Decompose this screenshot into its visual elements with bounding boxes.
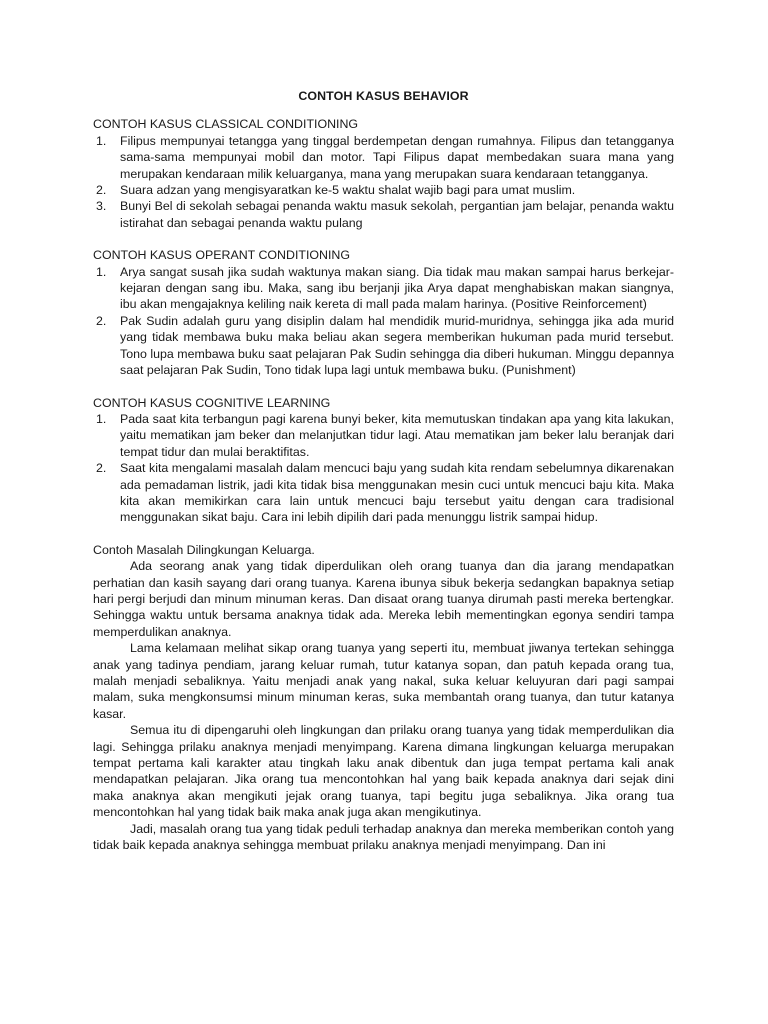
section-heading-classical: CONTOH KASUS CLASSICAL CONDITIONING: [93, 117, 359, 132]
section-heading-operant: CONTOH KASUS OPERANT CONDITIONING: [93, 248, 351, 263]
list-number: 3.: [96, 199, 107, 214]
list-item: [93, 460, 674, 526]
case-list-classical: [93, 133, 674, 231]
list-item: [93, 264, 674, 313]
list-item-text: Filipus mempunyai tetangga yang tinggal berdempetan dengan rumahnya. Filipus dan tetangganya sama-sama mempunyai mobil dan motor. Tapi Filipus dapat membedakan suara mana yang merupakan kendaraan milik keluarganya, mana yang merupakan suara kendaraan tetangganya.: [120, 133, 674, 181]
list-number: 1.: [96, 411, 107, 426]
paragraph: Lama kelamaan melihat sikap orang tuanya yang seperti itu, membuat jiwanya tertekan sehingga anak yang tadinya pendiam, jarang keluar rumah, tutur katanya sopan, dan patuh kepada orang tua, malah menjadi sebaliknya. Yaitu menjadi anak yang nakal, suka keluar keluyuran dari pagi sampai malam, suka mengkonsumsi minum minuman keras, suka membantah orang tuanya, dan tutur katanya kasar.: [93, 641, 674, 721]
section-heading-cognitive: CONTOH KASUS COGNITIVE LEARNING: [93, 395, 331, 410]
paragraph: Jadi, masalah orang tua yang tidak peduli terhadap anaknya dan mereka memberikan contoh yang tidak baik kepada anaknya sehingga membuat prilaku anaknya menjadi menyimpang. Dan ini: [93, 821, 674, 853]
list-number: 2.: [96, 313, 107, 328]
list-item-text: Arya sangat susah jika sudah waktunya makan siang. Dia tidak mau makan sampai harus berkejar-kejaran dengan sang ibu. Maka, sang ibu berjanji jika Arya dapat menghabiskan makan siangnya, ibu akan mengajaknya keliling naik kereta di mall pada malam harinya. (Positive Reinforcement): [120, 264, 674, 312]
list-number: 1.: [96, 264, 107, 279]
list-item: [93, 411, 674, 460]
list-number: 2.: [96, 461, 107, 476]
list-number: 2.: [96, 183, 107, 198]
paragraph: Semua itu di dipengaruhi oleh lingkungan dan prilaku orang tuanya yang tidak memperdulikan dia lagi. Sehingga prilaku anaknya menjadi menyimpang. Karena dimana lingkungan keluarga merupakan tempat pertama kali karakter atau tingkah laku anak dibentuk dan juga tempat pertama kali anak mendapatkan pelajaran. Jika orang tua mencontohkan hal yang baik kepada anaknya dari sejak dini maka anaknya akan mengikuti jejak orang tuanya, tapi begitu juga sebaliknya. Jika orang tua mencontohkan hal yang tidak baik maka anak juga akan mengikutinya.: [93, 723, 674, 820]
list-item: [93, 133, 674, 182]
list-item: [93, 182, 674, 198]
list-item-text: Pada saat kita terbangun pagi karena bunyi beker, kita memutuskan tindakan apa yang kita lakukan, yaitu mematikan jam beker dan melanjutkan tidur lagi. Atau mematikan jam beker lalu beranjak dari tempat tidur dan mulai beraktifitas.: [120, 411, 674, 459]
list-item-text: Bunyi Bel di sekolah sebagai penanda waktu masuk sekolah, pergantian jam belajar, penanda waktu istirahat dan sebagai penanda waktu pulang: [120, 199, 674, 230]
case-list-operant: [93, 264, 674, 379]
list-item-text: Suara adzan yang mengisyaratkan ke-5 waktu shalat wajib bagi para umat muslim.: [120, 183, 576, 198]
list-item: [93, 313, 674, 379]
paragraph: Ada seorang anak yang tidak diperdulikan oleh orang tuanya dan dia jarang mendapatkan perhatian dan kasih sayang dari orang tuanya. Karena ibunya sibuk bekerja sedangkan bapaknya setiap hari pergi berjudi dan minum minuman keras. Dan disaat orang tuanya dirumah pasti mereka bertengkar. Sehingga waktu untuk bersama anaknya tidak ada. Mereka lebih mementingkan egonya sendiri tampa memperdulikan anaknya.: [93, 559, 674, 639]
list-item-text: Pak Sudin adalah guru yang disiplin dalam hal mendidik murid-muridnya, sehingga jika ada murid yang tidak membawa buku maka beliau akan segera memberikan hukuman pada murid tersebut. Tono lupa membawa buku saat pelajaran Pak Sudin sehingga dia diberi hukuman. Minggu depannya saat pelajaran Pak Sudin, Tono tidak lupa lagi untuk membawa buku. (Punishment): [120, 313, 674, 378]
list-item-text: Saat kita mengalami masalah dalam mencuci baju yang sudah kita rendam sebelumnya dikarenakan ada pemadaman listrik, jadi kita tidak bisa menggunakan mesin cuci untuk mencuci baju kita. Maka kita akan memikirkan cara lain untuk mencuci baju tersebut yaitu dengan cara tradisional menggunakan sikat baju. Cara ini lebih dipilih dari pada menunggu listrik sampai hidup.: [120, 461, 674, 525]
list-item: [93, 198, 674, 231]
document-title: CONTOH KASUS BEHAVIOR: [298, 89, 469, 103]
masalah-heading: Contoh Masalah Dilingkungan Keluarga.: [93, 542, 315, 557]
case-list-cognitive: [93, 411, 674, 526]
list-number: 1.: [96, 133, 107, 148]
